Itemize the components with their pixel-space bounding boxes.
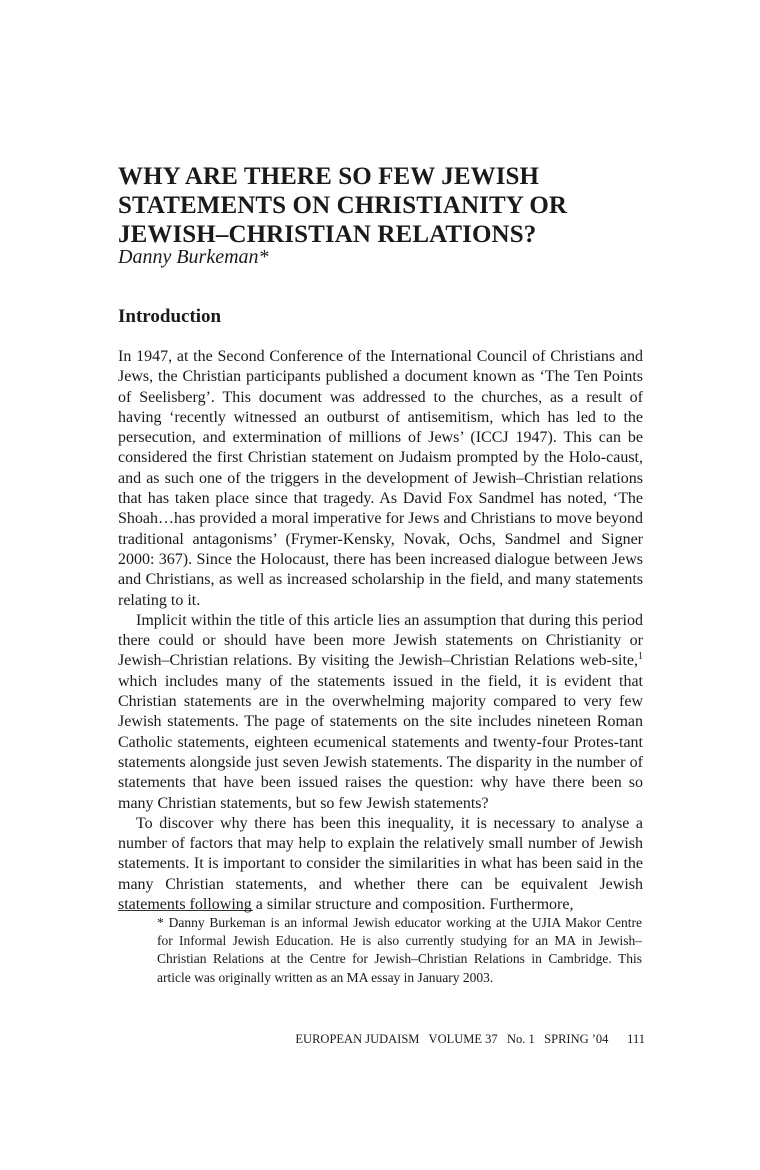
- paragraph: [118, 611, 643, 814]
- paragraph-text: which includes many of the statements issued in the field, it is evident that Christian statements are in the overwhelming majority compared to very few Jewish statements. The page of statements on the site includes nineteen Roman Catholic statements, eighteen ecumenical statements and twenty-four Protes-tant statements alongside just seven Jewish statements. The disparity in the number of statements that have been issued raises the question: why have there been so many Christian statements, but so few Jewish statements?: [118, 672, 643, 812]
- title-line: WHY ARE THERE SO FEW JEWISH: [118, 163, 540, 190]
- article-title: [118, 162, 678, 249]
- title-line: JEWISH–CHRISTIAN RELATIONS?: [118, 221, 537, 248]
- paragraph: To discover why there has been this inequality, it is necessary to analyse a number of factors that may help to explain the relatively small number of Jewish statements. It is important to consider the similarities in what has been said in the many Christian statements, and whether there can be equivalent Jewish statements following a similar structure and composition. Furthermore,: [118, 814, 643, 914]
- footnote-marker: 1: [638, 651, 643, 663]
- paragraph-text: Implicit within the title of this article lies an assumption that during this period there could or should have been more Jewish statements on Christianity or Jewish–Christian relations. By visiting the Jewish–Christian Relations web-site,: [118, 611, 643, 670]
- volume: VOLUME 37: [428, 1032, 498, 1046]
- author-name: Danny Burkeman*: [118, 246, 269, 268]
- section-heading: Introduction: [118, 306, 222, 327]
- issue: No. 1: [507, 1032, 535, 1046]
- footnote-divider: [118, 910, 253, 911]
- journal-name: EUROPEAN JUDAISM: [295, 1032, 420, 1046]
- season: SPRING ’04: [544, 1032, 609, 1046]
- running-footer: [118, 1031, 645, 1047]
- title-line: STATEMENTS ON CHRISTIANITY OR: [118, 192, 568, 219]
- author-footnote: * Danny Burkeman is an informal Jewish educator working at the UJIA Makor Centre for Informal Jewish Education. He is also currently studying for an MA in Jewish–Christian Relations at the Centre for Jewish–Christian Relations in Cambridge. This article was originally written as an MA essay in January 2003.: [157, 915, 642, 985]
- paragraph: In 1947, at the Second Conference of the International Council of Christians and Jews, the Christian participants published a document known as ‘The Ten Points of Seelisberg’. This document was addressed to the churches, as a result of having ‘recently witnessed an outburst of antisemitism, which has led to the persecution, and extermination of millions of Jews’ (ICCJ 1947). This can be considered the first Christian statement on Judaism prompted by the Holo-caust, and as such one of the triggers in the development of Jewish–Christian relations that has taken place since that tragedy. As David Fox Sandmel has noted, ‘The Shoah…has provided a moral imperative for Jews and Christians to move beyond traditional antagonisms’ (Frymer-Kensky, Novak, Ochs, Sandmel and Signer 2000: 367). Since the Holocaust, there has been increased dialogue between Jews and Christians, as well as increased scholarship in the field, and many statements relating to it.: [118, 348, 643, 609]
- article-body: [118, 347, 643, 915]
- page-number: 111: [627, 1032, 645, 1046]
